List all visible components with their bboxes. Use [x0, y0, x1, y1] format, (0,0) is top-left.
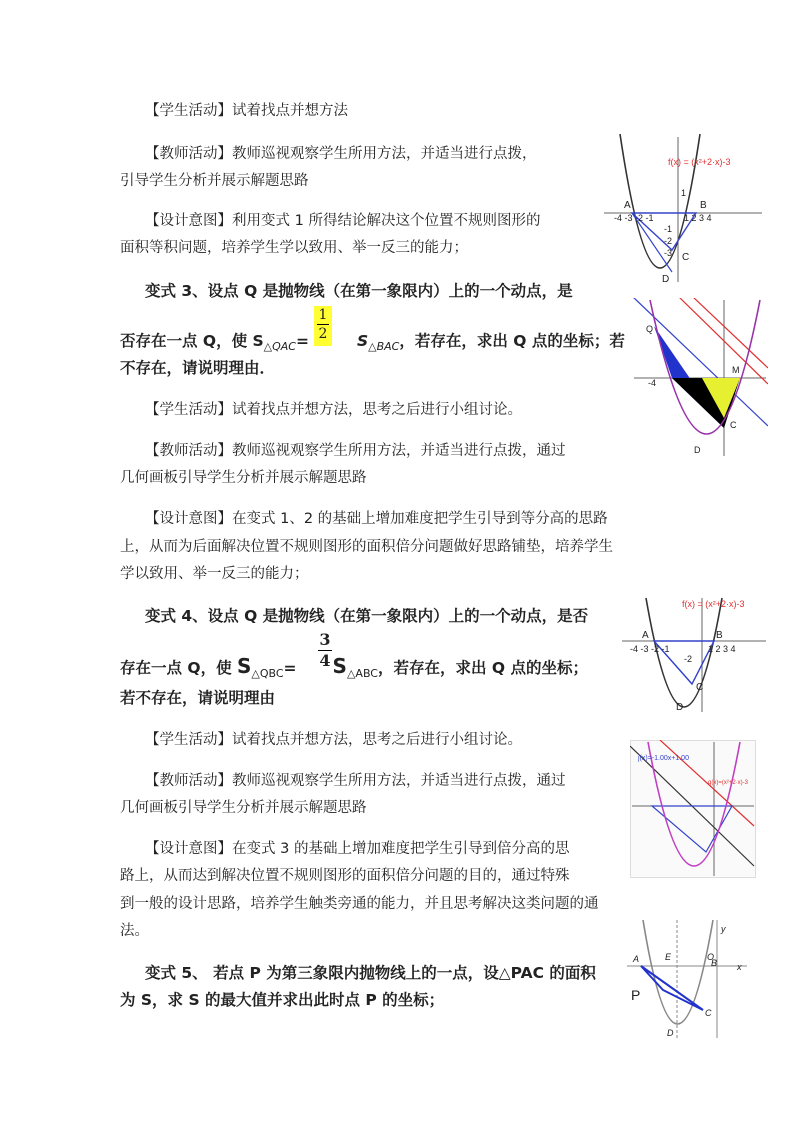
parabola-curve: [643, 920, 713, 1024]
function-label: g(x)=(x²+2·x)-3: [708, 780, 749, 786]
variant3-sub2: △BAC: [368, 340, 400, 353]
design-intent-3b: 路上，从而达到解决位置不规则图形的面积倍分问题的目的，通过特殊: [120, 868, 570, 884]
design-intent-2c: 学以致用、举一反三的能力；: [120, 566, 309, 582]
parabola-figure-5: [625, 918, 751, 1040]
axis-label: y: [721, 924, 726, 934]
variant4-fraction-num: 3: [319, 630, 331, 649]
point-label: B: [716, 630, 723, 641]
variant3-fraction-highlight: [314, 306, 332, 346]
variant5-line2: 为 S，求 S 的最大值并求出此时点 P 的坐标；: [120, 991, 445, 1009]
function-label: f(x) = (x²+2·x)-3: [668, 157, 731, 167]
variant4-eq: =: [283, 659, 297, 677]
variant3-S2: S: [356, 332, 369, 350]
variant5-line1: 变式 5、 若点 P 为第三象限内抛物线上的一点，设△PAC 的面积: [145, 964, 596, 982]
teacher-activity-3a: 【教师活动】教师巡视观察学生所用方法，并适当进行点拨，通过: [145, 773, 566, 789]
tick-label: 1: [681, 188, 687, 198]
point-label: A: [633, 954, 640, 964]
point-label: B: [700, 200, 707, 211]
point-label: C: [705, 1008, 712, 1018]
variant3-fraction-den: 2: [318, 326, 328, 342]
design-intent-1a: 【设计意图】利用变式 1 所得结论解决这个位置不规则图形的: [145, 213, 541, 229]
student-activity-3: 【学生活动】试着找点并想方法，思考之后进行小组讨论。: [145, 732, 522, 748]
point-label: D: [694, 445, 701, 455]
tick-label: -2: [684, 654, 693, 664]
point-label: E: [665, 952, 672, 962]
axis-label: x: [737, 962, 742, 972]
parabola-figure-1: [600, 132, 764, 284]
parabola-figure-2: [632, 298, 768, 458]
point-label: B: [711, 958, 718, 968]
variant3-line3: 不存在，请说明理由．: [120, 359, 276, 377]
parallel-line: [678, 298, 768, 384]
parabola-figure-4: [630, 740, 756, 878]
tick-label: -1: [664, 224, 673, 234]
design-intent-3c: 到一般的设计思路，培养学生触类旁通的能力，并且思考解决这类问题的通: [120, 896, 599, 912]
design-intent-2b: 上，从而为后面解决位置不规则图形的面积倍分问题做好思路铺垫，培养学生: [120, 539, 613, 555]
teacher-activity-2b: 几何画板引导学生分析并展示解题思路: [120, 470, 367, 486]
point-label: C: [730, 420, 737, 430]
teacher-activity-1b: 引导学生分析并展示解题思路: [120, 173, 309, 189]
variant4-text-a: 存在一点 Q，使: [120, 659, 237, 677]
point-label: M: [732, 365, 740, 375]
tick-label: 1 2 3 4: [708, 644, 736, 654]
variant4-line3: 若不存在，请说明理由: [120, 689, 276, 707]
design-intent-1b: 面积等积问题，培养学生学以致用、举一反三的能力；: [120, 240, 468, 256]
tick-label: 1 2 3 4: [684, 213, 712, 223]
point-label: D: [667, 1028, 674, 1038]
point-label-p: P: [631, 987, 641, 1003]
point-label: C: [696, 682, 704, 693]
variant4-S2: S: [332, 654, 347, 678]
student-activity-1: 【学生活动】试着找点并想方法: [145, 103, 348, 119]
parabola-curve: [620, 134, 700, 268]
teacher-activity-3b: 几何画板引导学生分析并展示解题思路: [120, 800, 367, 816]
parabola-curve: [650, 300, 760, 434]
variant4-line2: [120, 656, 588, 684]
design-intent-2a: 【设计意图】在变式 1、2 的基础上增加难度把学生引导到等分高的思路: [145, 511, 608, 527]
point-label: D: [662, 274, 670, 284]
tick-label: -4: [648, 378, 657, 388]
parabola-figure-3: [620, 596, 768, 714]
tick-label: -4 -3 -2 -1: [630, 644, 670, 654]
tick-label: -4 -3 -2 -1: [614, 213, 654, 223]
parallel-line: [692, 298, 768, 368]
variant3-sub1: △QAC: [263, 340, 296, 353]
design-intent-3a: 【设计意图】在变式 3 的基础上增加难度把学生引导到倍分高的思: [145, 841, 570, 857]
variant4-line1: 变式 4、设点 Q 是抛物线（在第一象限内）上的一个动点，是否: [145, 607, 589, 625]
variant3-text-a: 否存在一点 Q，使 S: [120, 332, 264, 350]
point-label: A: [624, 200, 631, 211]
triangle-pac: [641, 966, 703, 1010]
teacher-activity-1a: 【教师活动】教师巡视观察学生所用方法，并适当进行点拨，: [145, 146, 537, 162]
tick-label: -2: [664, 236, 673, 246]
point-label: A: [642, 630, 649, 641]
variant3-fraction-num: 1: [318, 307, 328, 323]
variant4-S1: S: [236, 654, 252, 678]
variant3-line2: [120, 331, 625, 357]
variant3-eq: =: [295, 332, 309, 350]
variant4-fraction: [316, 630, 334, 671]
function-label: j(x)=-1.00x+1.00: [638, 755, 689, 762]
function-label: f(x) = (x²+2·x)-3: [682, 599, 745, 609]
student-activity-2: 【学生活动】试着找点并想方法，思考之后进行小组讨论。: [145, 402, 522, 418]
variant4-sub2: △ABC: [346, 667, 378, 680]
teacher-activity-2a: 【教师活动】教师巡视观察学生所用方法，并适当进行点拨，通过: [145, 443, 566, 459]
variant4-fraction-den: 4: [319, 651, 331, 670]
point-label: C: [682, 252, 690, 263]
point-label: Q: [646, 324, 654, 334]
point-label: O: [707, 952, 715, 962]
point-label: D: [676, 702, 684, 713]
variant3-line1: 变式 3、设点 Q 是抛物线（在第一象限内）上的一个动点，是: [145, 282, 573, 300]
variant4-text-b: ，若存在，求出 Q 点的坐标；: [377, 659, 588, 677]
tick-label: -3: [664, 248, 673, 258]
variant3-text-b: ，若存在，求出 Q 点的坐标；若: [399, 332, 625, 350]
variant4-sub1: △QBC: [251, 667, 284, 680]
design-intent-3d: 法。: [120, 923, 149, 939]
